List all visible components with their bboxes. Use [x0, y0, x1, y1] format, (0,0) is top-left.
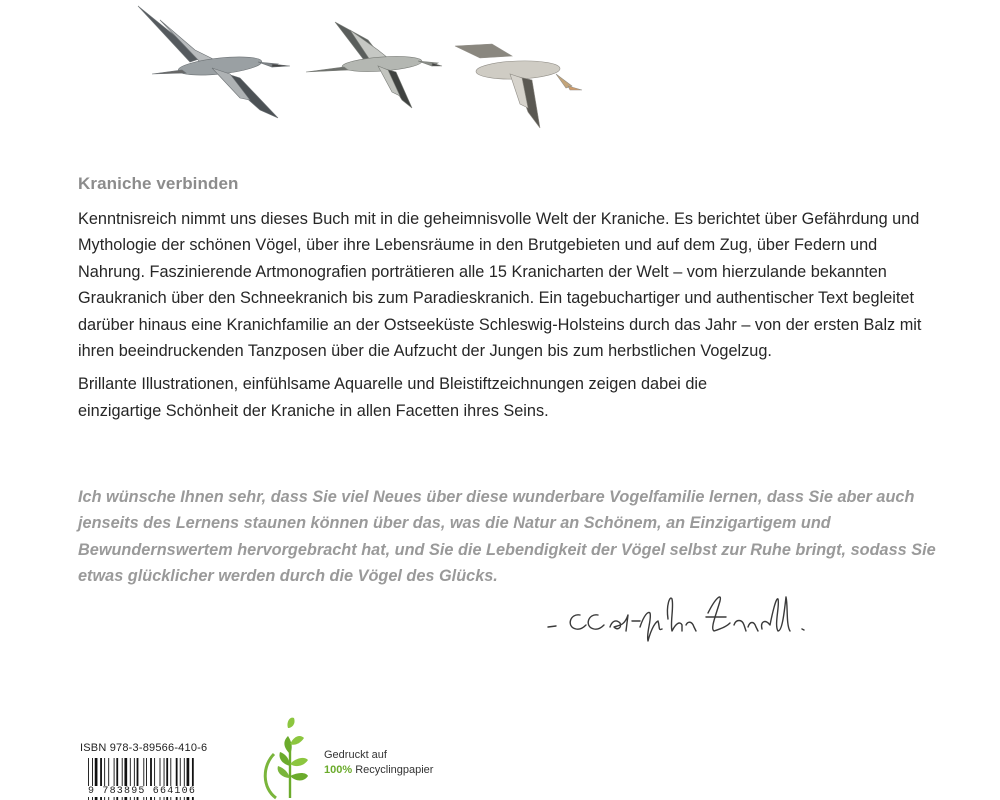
eco-label-line1: Gedruckt auf	[324, 749, 387, 761]
paragraph-intro: Kenntnisreich nimmt uns dieses Buch mit in die geheimnisvolle Welt der Kraniche. Es berichtet über Gefährdung und Mythologie der schönen Vögel, über ihre Lebensräume in den Brutgebieten und auf dem Zug, über Federn und Nahrung. Faszinierende Artmonografien porträtieren alle 15 Kranicharten der Welt – vom hierzulande bekannten Graukranich über den Schneekranich bis zum Paradieskranich. Ein tagebuchartiger und authentischer Text begleitet darüber hinaus eine Kranichfamilie an der Ostseeküste Schleswig-Holsteins durch das Jahr – von der ersten Balz mit ihren beeindruckenden Tanzposen über die Aufzucht der Jungen bis zum herbstlichen Vogelzug.	[78, 210, 922, 361]
recycling-leaf-icon	[260, 714, 322, 800]
eco-label-paper: Recyclingpapier	[352, 764, 434, 776]
eco-label	[324, 748, 433, 778]
description-body	[78, 206, 938, 431]
author-signature	[540, 575, 840, 645]
crane-1	[138, 6, 290, 118]
barcode-digits: 9 783895 664106	[86, 786, 236, 797]
crane-2	[306, 22, 442, 108]
eco-label-line2	[324, 763, 433, 778]
section-heading: Kraniche verbinden	[78, 174, 239, 193]
isbn-label: ISBN 978-3-89566-410-6	[80, 742, 208, 754]
paragraph-illustrations: Brillante Illustrationen, einfühlsame Aquarelle und Bleistiftzeichnungen zeigen dabei die einzigartige Schönheit der Kraniche in allen Facetten ihres Seins.	[78, 375, 708, 420]
crane-3	[455, 44, 582, 128]
cranes-illustration	[120, 0, 600, 150]
author-quote: Ich wünsche Ihnen sehr, dass Sie viel Neues über diese wunderbare Vogelfamilie lernen, dass Sie aber auch jenseits des Lernens staunen können über das, was die Natur an Schönem, an Einzigartigem und Bewundernswertem hervorgebracht hat, und Sie die Lebendigkeit der Vögel selbst zur Ruhe bringt, sodass Sie etwas glücklicher werden durch die Vögel des Glücks.	[78, 488, 936, 586]
eco-label-percent: 100%	[324, 764, 353, 776]
